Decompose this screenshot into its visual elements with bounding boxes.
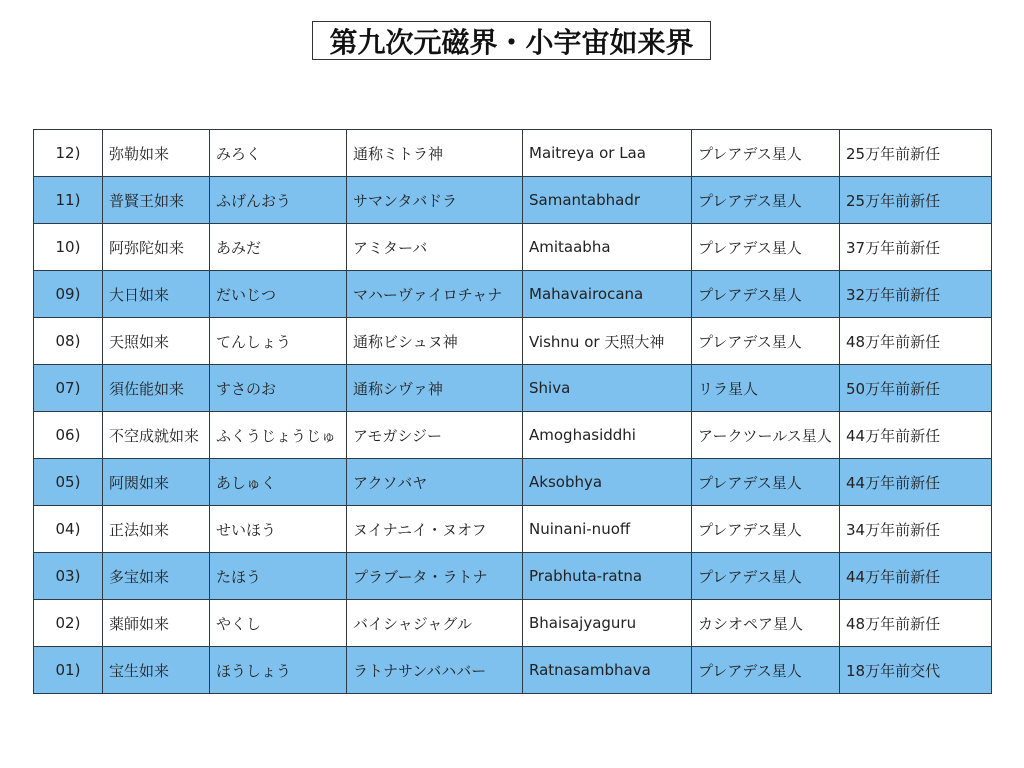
row-number-cell: 09) bbox=[34, 271, 103, 318]
tenure-note-cell: 48万年前新任 bbox=[840, 318, 992, 365]
tenure-note-cell: 48万年前新任 bbox=[840, 600, 992, 647]
alias-name-cell: アミターバ bbox=[347, 224, 523, 271]
romanized-name-cell: Shiva bbox=[523, 365, 692, 412]
origin-star-cell: プレアデス星人 bbox=[692, 130, 840, 177]
nyorai-name-cell: 阿閦如来 bbox=[103, 459, 210, 506]
origin-star-cell: プレアデス星人 bbox=[692, 459, 840, 506]
alias-name-cell: アモガシジー bbox=[347, 412, 523, 459]
row-number-cell: 10) bbox=[34, 224, 103, 271]
romanized-name-cell: Maitreya or Laa bbox=[523, 130, 692, 177]
table-row bbox=[34, 177, 992, 224]
table-row bbox=[34, 506, 992, 553]
row-number-cell: 01) bbox=[34, 647, 103, 694]
row-number-cell: 06) bbox=[34, 412, 103, 459]
row-number-cell: 03) bbox=[34, 553, 103, 600]
row-number-cell: 12) bbox=[34, 130, 103, 177]
name-reading-cell: たほう bbox=[210, 553, 347, 600]
romanized-name-cell: Amoghasiddhi bbox=[523, 412, 692, 459]
name-reading-cell: あみだ bbox=[210, 224, 347, 271]
alias-name-cell: ラトナサンバハバー bbox=[347, 647, 523, 694]
nyorai-name-cell: 大日如来 bbox=[103, 271, 210, 318]
table-row bbox=[34, 271, 992, 318]
tenure-note-cell: 50万年前新任 bbox=[840, 365, 992, 412]
nyorai-name-cell: 正法如来 bbox=[103, 506, 210, 553]
origin-star-cell: プレアデス星人 bbox=[692, 177, 840, 224]
table-row bbox=[34, 130, 992, 177]
row-number-cell: 04) bbox=[34, 506, 103, 553]
tenure-note-cell: 18万年前交代 bbox=[840, 647, 992, 694]
row-number-cell: 05) bbox=[34, 459, 103, 506]
row-number-cell: 02) bbox=[34, 600, 103, 647]
romanized-name-cell: Nuinani-nuoff bbox=[523, 506, 692, 553]
origin-star-cell: カシオペア星人 bbox=[692, 600, 840, 647]
origin-star-cell: プレアデス星人 bbox=[692, 224, 840, 271]
alias-name-cell: 通称シヴァ神 bbox=[347, 365, 523, 412]
row-number-cell: 11) bbox=[34, 177, 103, 224]
origin-star-cell: プレアデス星人 bbox=[692, 647, 840, 694]
table-row bbox=[34, 600, 992, 647]
romanized-name-cell: Bhaisajyaguru bbox=[523, 600, 692, 647]
nyorai-name-cell: 多宝如来 bbox=[103, 553, 210, 600]
alias-name-cell: 通称ビシュヌ神 bbox=[347, 318, 523, 365]
origin-star-cell: アークツールス星人 bbox=[692, 412, 840, 459]
alias-name-cell: バイシャジャグル bbox=[347, 600, 523, 647]
romanized-name-cell: Aksobhya bbox=[523, 459, 692, 506]
romanized-name-cell: Vishnu or 天照大神 bbox=[523, 318, 692, 365]
name-reading-cell: みろく bbox=[210, 130, 347, 177]
name-reading-cell: ほうしょう bbox=[210, 647, 347, 694]
romanized-name-cell: Samantabhadr bbox=[523, 177, 692, 224]
alias-name-cell: 通称ミトラ神 bbox=[347, 130, 523, 177]
romanized-name-cell: Mahavairocana bbox=[523, 271, 692, 318]
name-reading-cell: せいほう bbox=[210, 506, 347, 553]
row-number-cell: 08) bbox=[34, 318, 103, 365]
table-row bbox=[34, 412, 992, 459]
page-title: 第九次元磁界・小宇宙如来界 bbox=[312, 21, 711, 60]
table-row bbox=[34, 318, 992, 365]
tenure-note-cell: 37万年前新任 bbox=[840, 224, 992, 271]
nyorai-table bbox=[33, 129, 992, 694]
origin-star-cell: プレアデス星人 bbox=[692, 553, 840, 600]
tenure-note-cell: 32万年前新任 bbox=[840, 271, 992, 318]
romanized-name-cell: Ratnasambhava bbox=[523, 647, 692, 694]
nyorai-name-cell: 普賢王如来 bbox=[103, 177, 210, 224]
name-reading-cell: やくし bbox=[210, 600, 347, 647]
origin-star-cell: プレアデス星人 bbox=[692, 318, 840, 365]
nyorai-name-cell: 須佐能如来 bbox=[103, 365, 210, 412]
nyorai-name-cell: 不空成就如来 bbox=[103, 412, 210, 459]
nyorai-name-cell: 宝生如来 bbox=[103, 647, 210, 694]
tenure-note-cell: 44万年前新任 bbox=[840, 412, 992, 459]
table-row bbox=[34, 224, 992, 271]
romanized-name-cell: Amitaabha bbox=[523, 224, 692, 271]
name-reading-cell: てんしょう bbox=[210, 318, 347, 365]
origin-star-cell: リラ星人 bbox=[692, 365, 840, 412]
nyorai-name-cell: 薬師如来 bbox=[103, 600, 210, 647]
tenure-note-cell: 25万年前新任 bbox=[840, 130, 992, 177]
name-reading-cell: ふくうじょうじゅ bbox=[210, 412, 347, 459]
name-reading-cell: すさのお bbox=[210, 365, 347, 412]
row-number-cell: 07) bbox=[34, 365, 103, 412]
origin-star-cell: プレアデス星人 bbox=[692, 506, 840, 553]
name-reading-cell: だいじつ bbox=[210, 271, 347, 318]
table-row bbox=[34, 553, 992, 600]
alias-name-cell: プラブータ・ラトナ bbox=[347, 553, 523, 600]
origin-star-cell: プレアデス星人 bbox=[692, 271, 840, 318]
table-row bbox=[34, 459, 992, 506]
name-reading-cell: ふげんおう bbox=[210, 177, 347, 224]
romanized-name-cell: Prabhuta-ratna bbox=[523, 553, 692, 600]
nyorai-name-cell: 弥勒如来 bbox=[103, 130, 210, 177]
alias-name-cell: マハーヴァイロチャナ bbox=[347, 271, 523, 318]
tenure-note-cell: 34万年前新任 bbox=[840, 506, 992, 553]
tenure-note-cell: 44万年前新任 bbox=[840, 459, 992, 506]
nyorai-name-cell: 阿弥陀如来 bbox=[103, 224, 210, 271]
name-reading-cell: あしゅく bbox=[210, 459, 347, 506]
alias-name-cell: アクソバヤ bbox=[347, 459, 523, 506]
nyorai-name-cell: 天照如来 bbox=[103, 318, 210, 365]
alias-name-cell: サマンタバドラ bbox=[347, 177, 523, 224]
table-row bbox=[34, 365, 992, 412]
table-row bbox=[34, 647, 992, 694]
alias-name-cell: ヌイナニイ・ヌオフ bbox=[347, 506, 523, 553]
tenure-note-cell: 44万年前新任 bbox=[840, 553, 992, 600]
tenure-note-cell: 25万年前新任 bbox=[840, 177, 992, 224]
